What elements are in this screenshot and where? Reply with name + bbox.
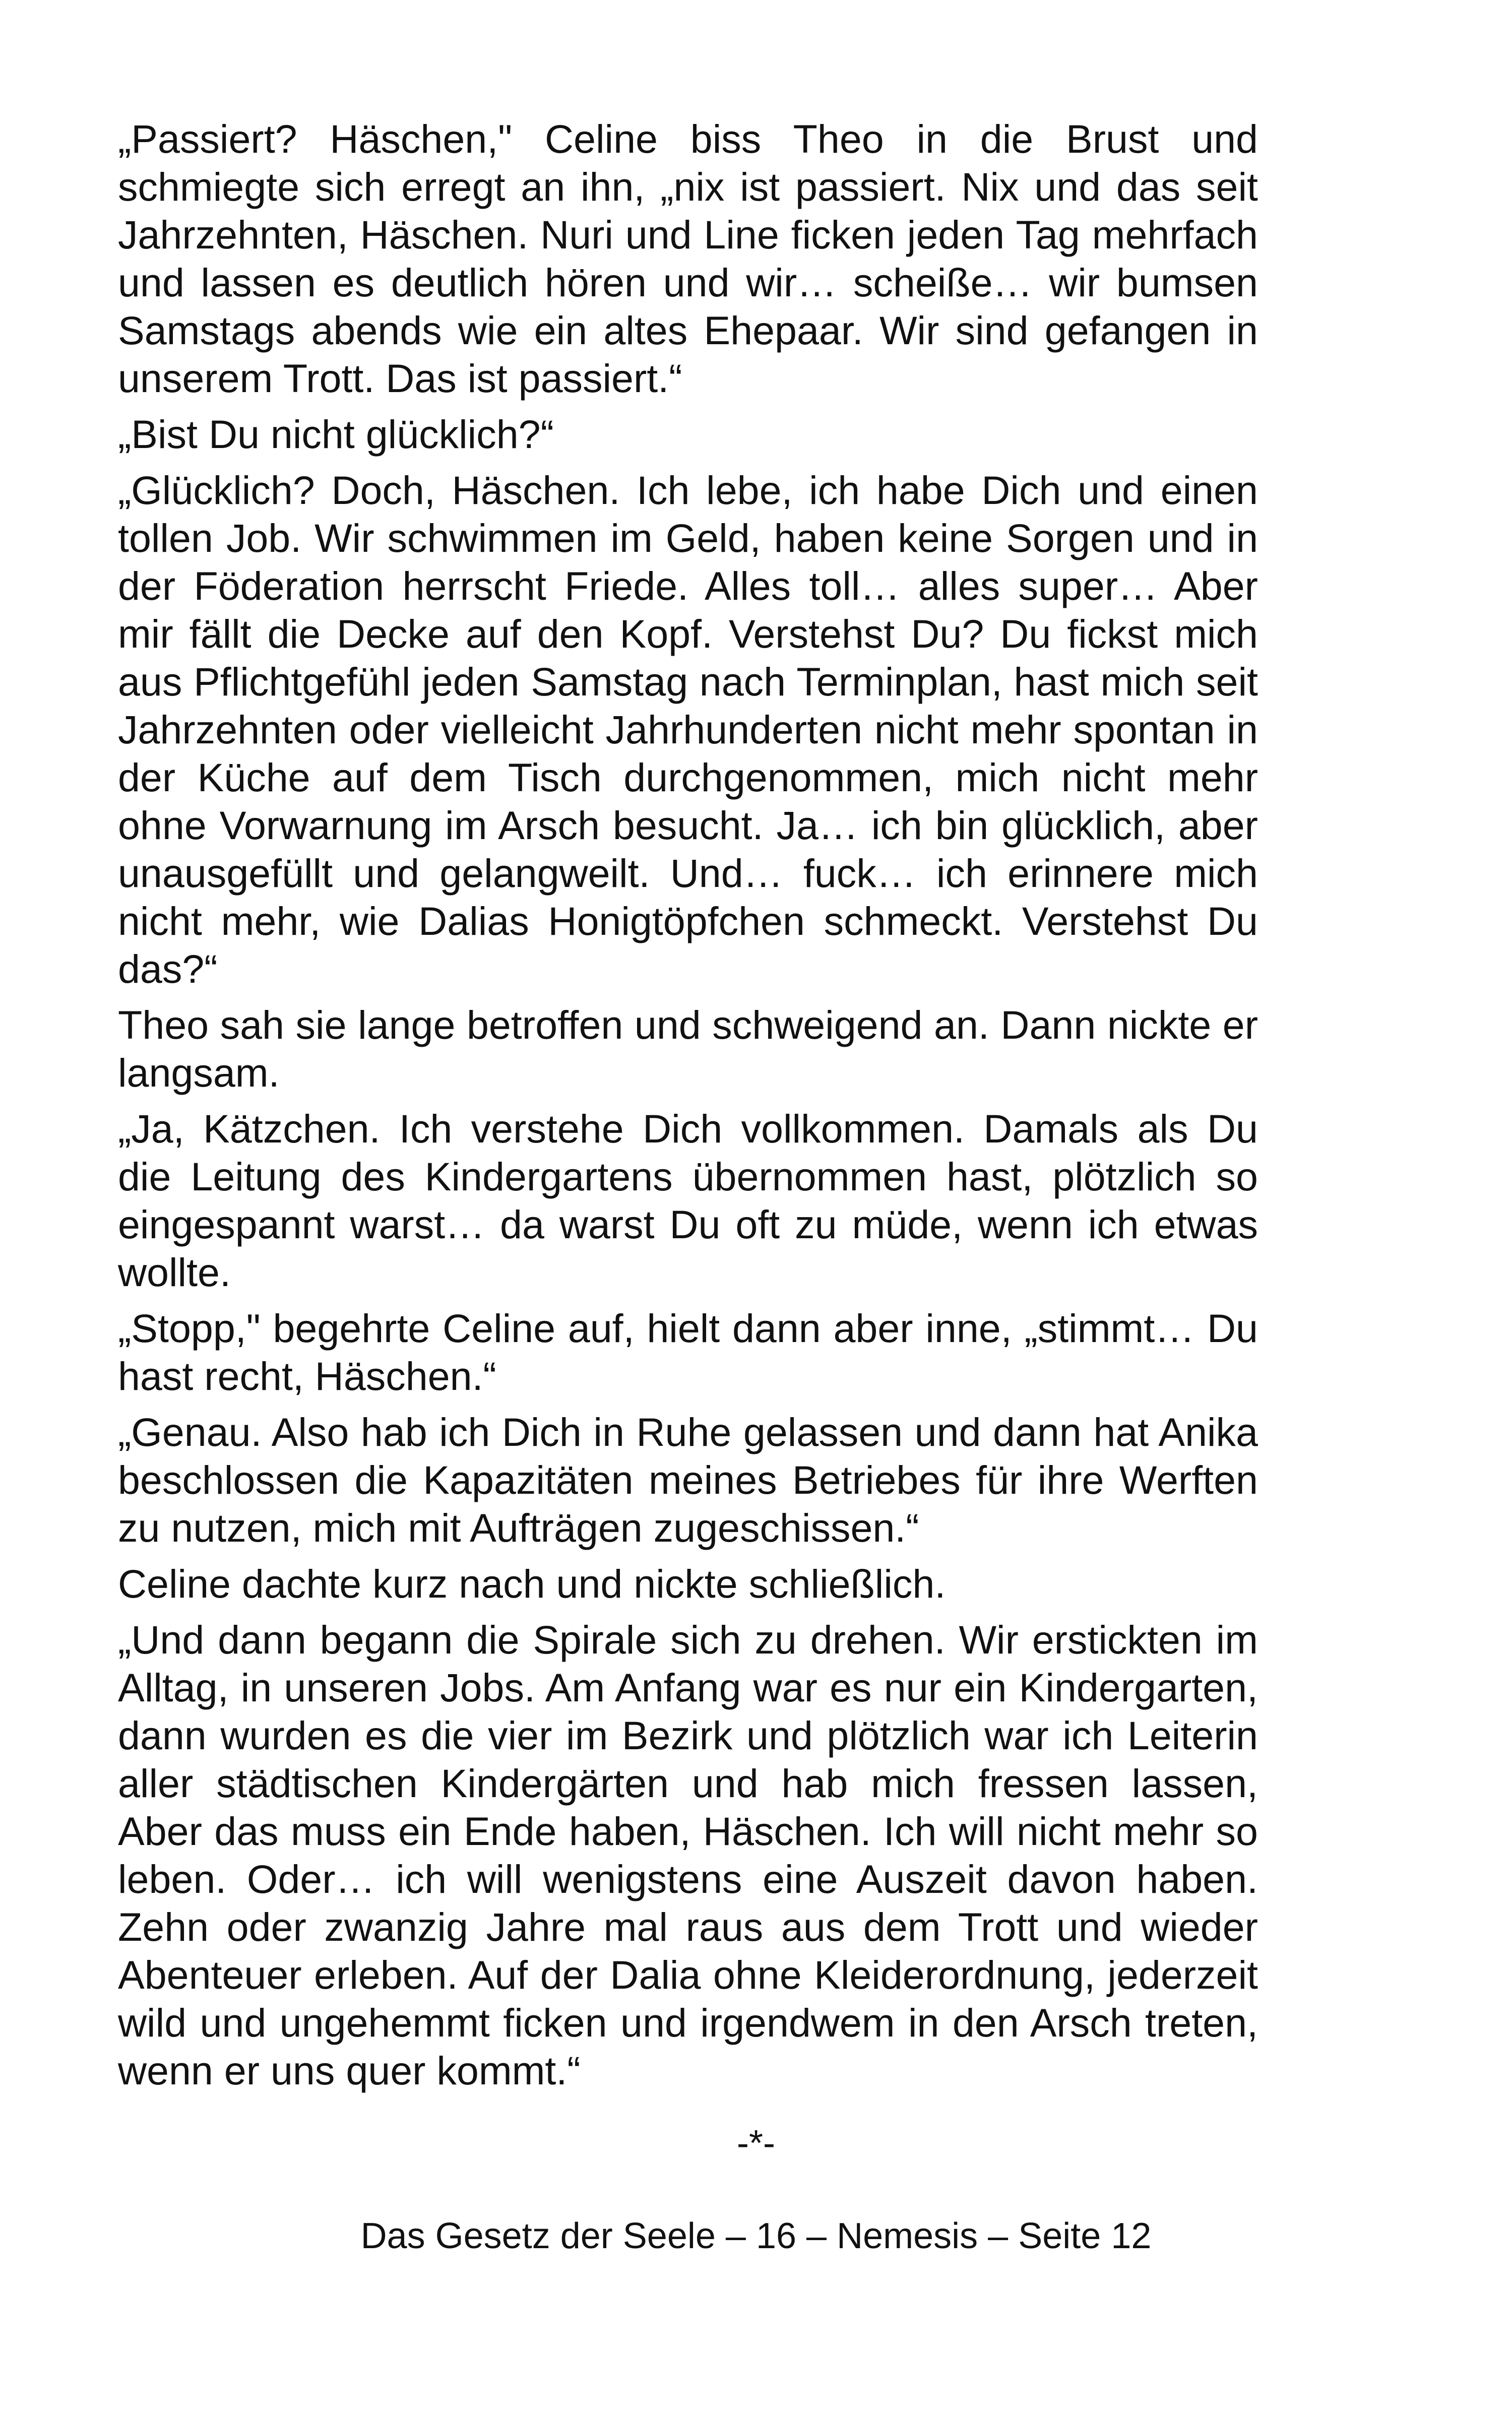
paragraph: „Glücklich? Doch, Häschen. Ich lebe, ich habe Dich und einen tollen Job. Wir schwimmen im Geld, haben keine Sorgen und in der Föderation herrscht Friede. Alles toll… alles super… Aber mir fällt die Decke auf den Kopf. Verstehst Du? Du fickst mich aus Pflichtgefühl jeden Samstag nach Terminplan, hast mich seit Jahrzehnten oder vielleicht Jahrhunderten nicht mehr spontan in der Küche auf dem Tisch durchgenommen, mich nicht mehr ohne Vorwarnung im Arsch besucht. Ja… ich bin glücklich, aber unausgefüllt und gelangweilt. Und… fuck… ich erinnere mich nicht mehr, wie Dalias Honigtöpfchen schmeckt. Verstehst Du das?“: [118, 468, 1258, 991]
page-footer: Das Gesetz der Seele – 16 – Nemesis – Seite 12: [360, 2216, 1152, 2256]
page-body: [118, 115, 1258, 2103]
paragraph: „Bist Du nicht glücklich?“: [118, 412, 554, 457]
section-separator: -*-: [737, 2123, 775, 2164]
paragraph: „Passiert? Häschen," Celine biss Theo in die Brust und schmiegte sich erregt an ihn, „nix ist passiert. Nix und das seit Jahrzehnten, Häschen. Nuri und Line ficken jeden Tag mehrfach und lassen es deutlich hören und wir… scheiße… wir bumsen Samstags abends wie ein altes Ehepaar. Wir sind gefangen in unserem Trott. Das ist passiert.“: [118, 116, 1258, 401]
paragraph: „Ja, Kätzchen. Ich verstehe Dich vollkommen. Damals als Du die Leitung des Kindergartens übernommen hast, plötzlich so eingespannt warst… da warst Du oft zu müde, wenn ich etwas wollte.: [118, 1106, 1258, 1295]
paragraph: Theo sah sie lange betroffen und schweigend an. Dann nickte er langsam.: [118, 1002, 1258, 1095]
paragraph: „Stopp," begehrte Celine auf, hielt dann aber inne, „stimmt… Du hast recht, Häschen.“: [118, 1306, 1258, 1398]
paragraph: „Und dann begann die Spirale sich zu drehen. Wir erstickten im Alltag, in unseren Jobs. Am Anfang war es nur ein Kindergarten, dann wurden es die vier im Bezirk und plötzlich war ich Leiterin aller städtischen Kindergärten und hab mich fressen lassen, Aber das muss ein Ende haben, Häschen. Ich will nicht mehr so leben. Oder… ich will wenigstens eine Auszeit davon haben. Zehn oder zwanzig Jahre mal raus aus dem Trott und wieder Abenteuer erleben. Auf der Dalia ohne Kleiderordnung, jederzeit wild und ungehemmt ficken und irgendwem in den Arsch treten, wenn er uns quer kommt.“: [118, 1617, 1258, 2093]
paragraph: Celine dachte kurz nach und nickte schließlich.: [118, 1561, 946, 1606]
paragraph: „Genau. Also hab ich Dich in Ruhe gelassen und dann hat Anika beschlossen die Kapazitäten meines Betriebes für ihre Werften zu nutzen, mich mit Aufträgen zugeschissen.“: [118, 1410, 1258, 1550]
